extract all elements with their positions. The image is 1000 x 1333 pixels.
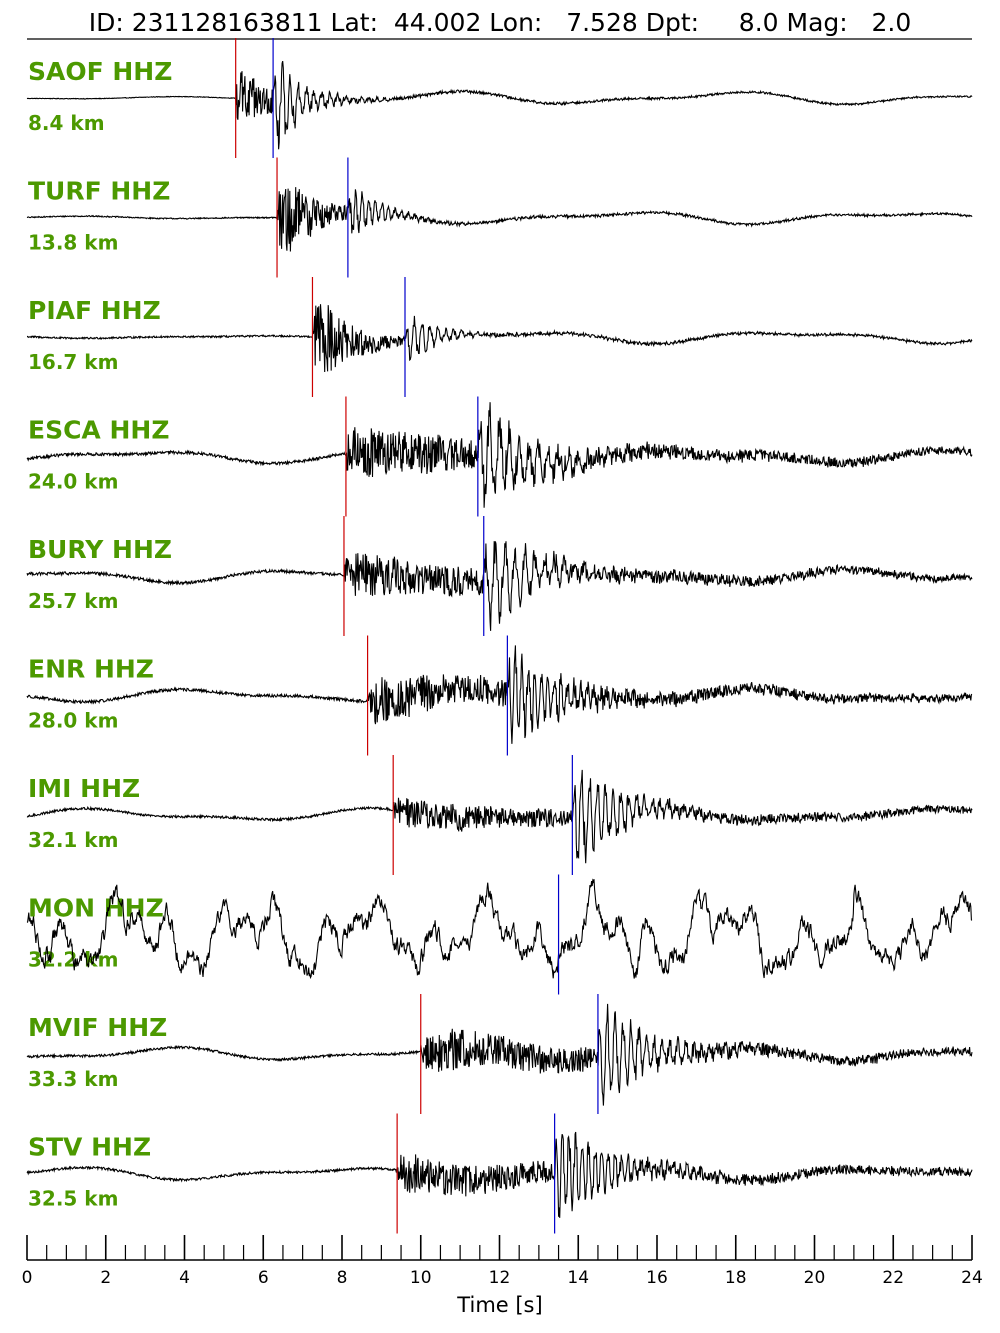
x-tick-label: 16 bbox=[646, 1268, 668, 1288]
waveform-trace bbox=[27, 770, 972, 863]
x-tick-label: 22 bbox=[882, 1268, 905, 1288]
station-label: ESCA HHZ bbox=[28, 415, 170, 445]
x-tick-label: 12 bbox=[488, 1268, 511, 1288]
x-tick-label: 4 bbox=[179, 1268, 190, 1288]
trace-panel bbox=[27, 397, 972, 517]
trace-panel bbox=[27, 277, 972, 397]
waveform-trace bbox=[27, 1004, 972, 1106]
trace-panel bbox=[27, 38, 972, 158]
trace-panel bbox=[27, 158, 972, 278]
x-tick-label: 2 bbox=[100, 1268, 112, 1288]
distance-label: 25.7 km bbox=[28, 589, 119, 613]
waveform-trace bbox=[27, 304, 972, 372]
chart-title: ID: 231128163811 Lat: 44.002 Lon: 7.528 Dpt: 8.0 Mag: 2.0 bbox=[88, 8, 912, 37]
waveform-trace bbox=[27, 1132, 972, 1218]
distance-label: 32.2 km bbox=[28, 947, 119, 972]
trace-panel bbox=[27, 994, 972, 1114]
trace-panel bbox=[27, 1114, 972, 1234]
x-axis bbox=[22, 1235, 983, 1288]
trace-panel bbox=[27, 516, 972, 636]
x-tick-label: 10 bbox=[409, 1268, 432, 1288]
x-tick-label: 18 bbox=[724, 1268, 747, 1288]
station-label: SAOF HHZ bbox=[28, 57, 173, 86]
station-label: STV HHZ bbox=[28, 1132, 152, 1162]
distance-label: 32.1 km bbox=[28, 828, 119, 852]
station-label: PIAF HHZ bbox=[28, 296, 161, 325]
x-tick-label: 6 bbox=[257, 1268, 269, 1288]
distance-label: 16.7 km bbox=[28, 350, 119, 374]
trace-group bbox=[27, 38, 972, 1234]
x-tick-label: 24 bbox=[961, 1268, 983, 1288]
station-label: IMI HHZ bbox=[28, 774, 141, 803]
x-axis-label: Time [s] bbox=[457, 1293, 543, 1317]
station-label: MVIF HHZ bbox=[28, 1013, 168, 1042]
station-label: BURY HHZ bbox=[28, 535, 173, 564]
distance-label: 8.4 km bbox=[28, 111, 105, 135]
station-label: MON HHZ bbox=[28, 893, 164, 923]
station-label: ENR HHZ bbox=[28, 654, 154, 684]
distance-label: 24.0 km bbox=[28, 469, 119, 494]
x-tick-label: 0 bbox=[21, 1268, 33, 1288]
x-tick-label: 20 bbox=[803, 1268, 826, 1288]
trace-panel bbox=[27, 875, 972, 995]
trace-panel bbox=[27, 636, 972, 756]
distance-label: 33.3 km bbox=[28, 1067, 119, 1091]
x-tick-label: 14 bbox=[567, 1268, 590, 1288]
trace-panel bbox=[27, 755, 972, 875]
distance-label: 13.8 km bbox=[28, 230, 119, 255]
waveform-trace bbox=[27, 879, 972, 979]
station-label: TURF HHZ bbox=[28, 176, 171, 206]
waveform-trace bbox=[27, 645, 972, 744]
x-tick-label: 8 bbox=[336, 1268, 348, 1288]
distance-label: 32.5 km bbox=[28, 1186, 119, 1211]
distance-label: 28.0 km bbox=[28, 708, 119, 733]
